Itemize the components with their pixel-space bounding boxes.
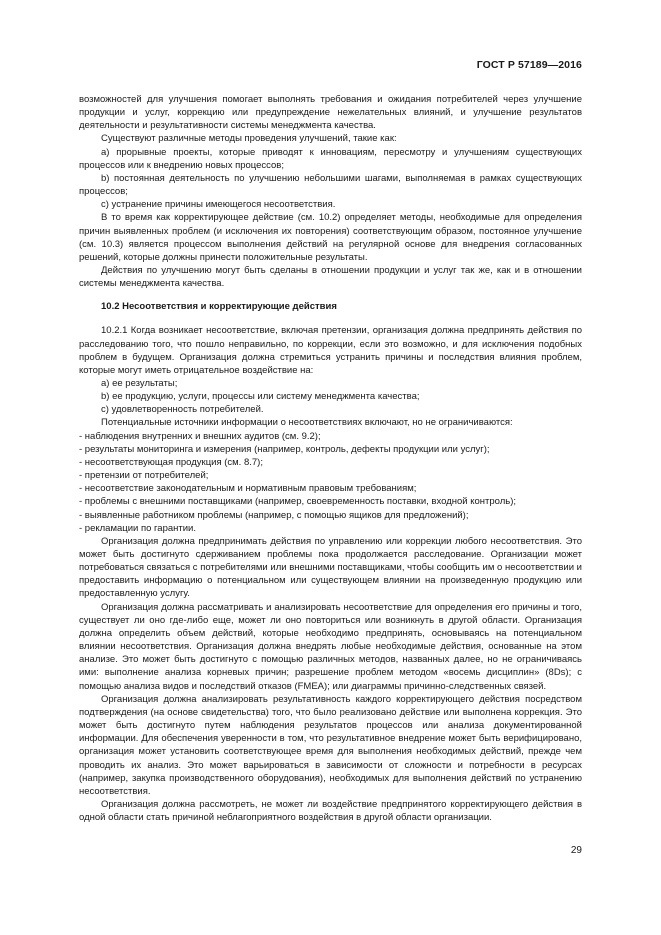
paragraph: - несоответствующая продукция (см. 8.7); bbox=[79, 456, 263, 468]
paragraphs-before-section bbox=[79, 93, 582, 290]
paragraph: a) ее результаты; bbox=[101, 377, 178, 389]
paragraph: c) удовлетворенность потребителей. bbox=[101, 404, 264, 416]
paragraph: Организация должна рассмотреть, не может ли воздействие предпринятого корректирующего действия в одной области стать причиной неблагоприятного воздействия в другой области организации. bbox=[79, 798, 582, 824]
paragraph: Потенциальные источники информации о несоответствиях включают, но не ограничиваются: bbox=[101, 417, 513, 429]
paragraph: - результаты мониторинга и измерения (например, контроль, дефекты продукции или услуг); bbox=[79, 443, 490, 455]
paragraph: a) прорывные проекты, которые приводят к инновациям, пересмотру и улучшениям существующих процессов или к внедрению новых процессов; bbox=[79, 146, 582, 171]
page-number: 29 bbox=[570, 845, 582, 856]
paragraph: Действия по улучшению могут быть сделаны в отношении продукции и услуг так же, как и в отношении системы менеджмента качества. bbox=[79, 265, 582, 290]
paragraph: Организация должна рассматривать и анализировать несоответствие для определения его причины и того, существует ли оно где-либо еще, может ли оно повториться или возникнуть в другой области. Организация должна определить объем действий, которые необходимо предпринять, основываясь на потенциальном влиянии несоответствия. Организация должна внедрять любые необходимые действия, основанные на этом анализе. Это может быть достигнуто с помощью различных методов, названных далее, но не ограничиваясь ими: выполнение анализа корневых причин; разрешение проблем методом «восемь дисциплин» (8Ds); с помощью анализа видов и последствий отказов (FMEA); или диаграммы причинно-следственных связей. bbox=[79, 601, 582, 692]
paragraph: - рекламации по гарантии. bbox=[79, 522, 196, 534]
paragraph: - претензии от потребителей; bbox=[79, 470, 209, 482]
paragraph: c) устранение причины имеющегося несоответствия. bbox=[101, 199, 336, 211]
paragraph: - несоответствие законодательным и нормативным правовым требованиям; bbox=[79, 483, 417, 495]
paragraph: 10.2.1 Когда возникает несоответствие, включая претензии, организация должна предпринять действия по расследованию того, что пошло неправильно, по коррекции, если это возможно, и для исключения подобных проблем в будущем. Организация должна стремиться устранить причины и последствия влияния проблем, которые могут иметь отрицательное воздействие на: bbox=[79, 325, 582, 376]
paragraph: b) постоянная деятельность по улучшению небольшими шагами, выполняемая в рамках существующих процессов; bbox=[79, 172, 582, 198]
paragraph: Существуют различные методы проведения улучшений, такие как: bbox=[101, 133, 397, 145]
paragraph: Организация должна анализировать результативность каждого корректирующего действия посредством подтверждения (на основе свидетельства) того, что было реализовано действие или выполнена коррекция. Это может быть достигнуто путем наблюдения результатов процессов или анализа документированной информации. Для обеспечения уверенности в том, что результативное внедрение может быть верифицировано, организация может установить соответствующее время для выполнения необходимых действий, прежде чем проводить их анализ. Это может варьироваться в зависимости от сложности и потребности в ресурсах (например, закупка производственного оборудования), необходимых для выполнения действий по устранению несоответствия. bbox=[79, 693, 582, 797]
paragraph: В то время как корректирующее действие (см. 10.2) определяет методы, необходимые для определения причин выявленных проблем (и исключения их повторения) соответствующим образом, постоянное улучшение (см. 10.3) является процессом выполнения действий на регулярной основе для внедрения согласованных решений, которые должны принести положительные результаты. bbox=[79, 212, 582, 263]
paragraphs-after-section bbox=[79, 324, 582, 824]
paragraph: - наблюдения внутренних и внешних аудитов (см. 9.2); bbox=[79, 430, 321, 442]
document-standard-id: ГОСТ Р 57189—2016 bbox=[476, 59, 582, 71]
section-heading: 10.2 Несоответствия и корректирующие действия bbox=[101, 301, 337, 313]
paragraph: - выявленные работником проблемы (например, с помощью ящиков для предложений); bbox=[79, 509, 469, 521]
paragraph: возможностей для улучшения помогает выполнять требования и ожидания потребителей через улучшение продукции и услуг, коррекцию или предупреждение нежелательных влияний, и улучшение результатов деятельности и результативности системы менеджмента качества. bbox=[79, 94, 582, 132]
paragraph: - проблемы с внешними поставщиками (например, своевременность поставки, входной контроль); bbox=[79, 496, 517, 508]
paragraph: Организация должна предпринимать действия по управлению или коррекции любого несоответствия. Это может быть достигнуто сдерживанием проблемы пока продолжается расследование. Организации может потребоваться связаться с потребителями или внешними поставщиками, чтобы сообщить им о несоответствии и предоставить информацию о потенциальном или существующем влиянии на произведенную продукцию или предоставленную услугу. bbox=[79, 535, 582, 600]
paragraph: b) ее продукцию, услуги, процессы или систему менеджмента качества; bbox=[101, 391, 420, 403]
document-body bbox=[79, 93, 582, 824]
